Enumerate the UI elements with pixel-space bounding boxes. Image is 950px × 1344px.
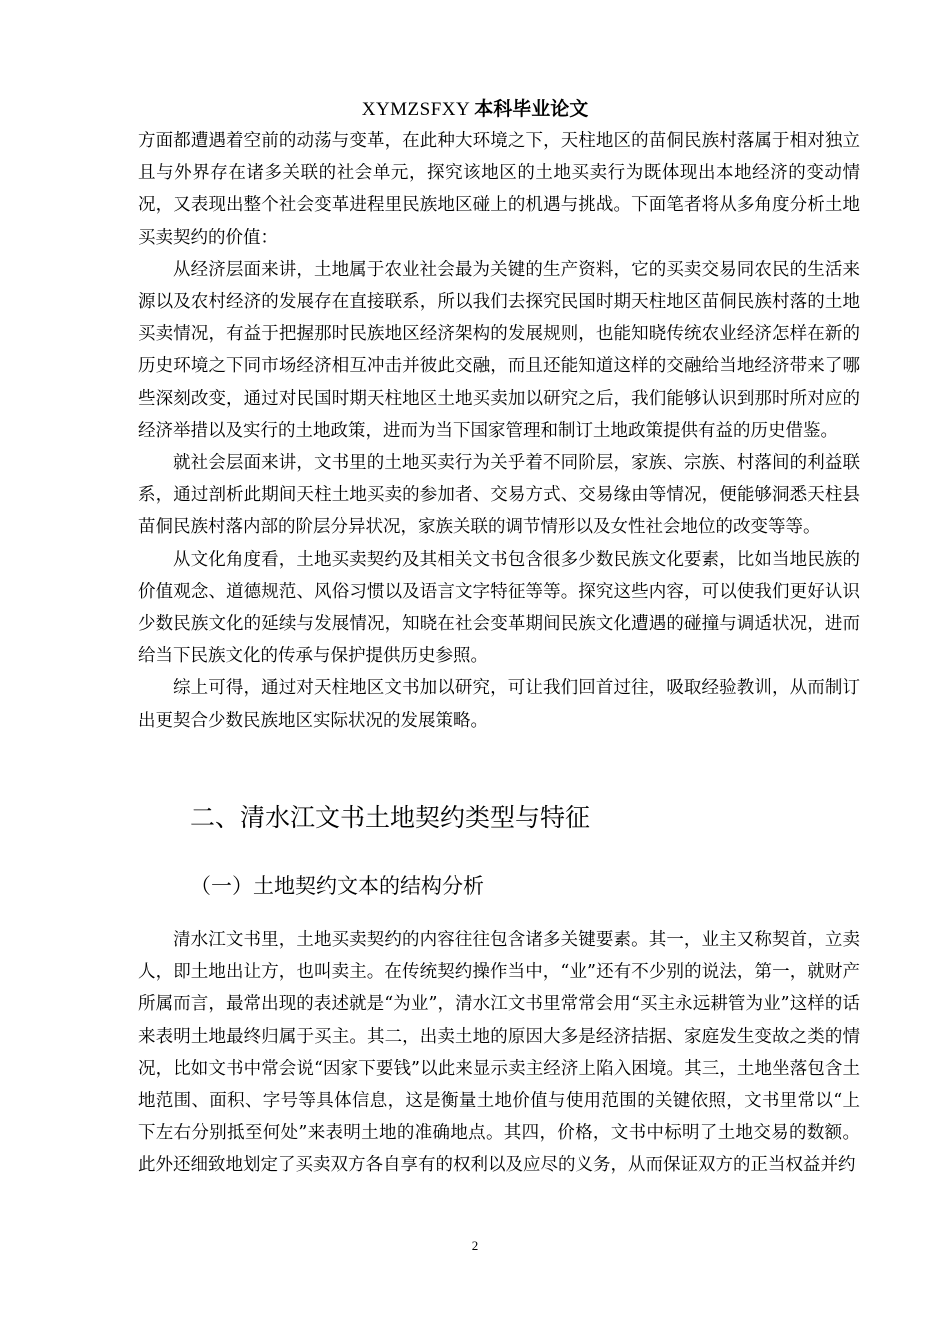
subsection-heading: （一）土地契约文本的结构分析	[190, 874, 484, 898]
paragraph: 从文化角度看，土地买卖契约及其相关文书包含很多少数民族文化要素，比如当地民族的价值观念、道德规范、风俗习惯以及语言文字特征等等。探究这些内容，可以使我们更好认识少数民族文化的延续与发展情况，知晓在社会变革期间民族文化遭遇的碰撞与调适状况，进而给当下民族文化的传承与保护提供历史参照。	[138, 549, 860, 667]
section-heading: 二、清水江文书土地契约类型与特征	[190, 803, 591, 832]
page-number: 2	[471, 1238, 479, 1253]
header-code: XYMZSFXY	[361, 99, 471, 120]
header-title: 本科毕业论文	[474, 98, 589, 120]
body-text-top	[138, 125, 860, 737]
paragraph: 就社会层面来讲，文书里的土地买卖行为关乎着不同阶层，家族、宗族、村落间的利益联系，通过剖析此期间天柱土地买卖的参加者、交易方式、交易缘由等情况，便能够洞悉天柱县苗侗民族村落内部的阶层分异状况，家族关联的调节情形以及女性社会地位的改变等等。	[138, 453, 860, 538]
paragraph: 综上可得，通过对天柱地区文书加以研究，可让我们回首过往，吸取经验教训，从而制订出更契合少数民族地区实际状况的发展策略。	[138, 678, 860, 731]
running-header	[0, 96, 950, 123]
paragraph: 清水江文书里，土地买卖契约的内容往往包含诸多关键要素。其一，业主又称契首，立卖人，即土地出让方，也叫卖主。在传统契约操作当中，“业”还有不少别的说法，第一，就财产所属而言，最常出现的表述就是“为业”，清水江文书里常常会用“买主永远耕管为业”这样的话来表明土地最终归属于买主。其二，出卖土地的原因大多是经济拮据、家庭发生变故之类的情况，比如文书中常会说“因家下要钱”以此来显示卖主经济上陷入困境。其三，土地坐落包含土地范围、面积、字号等具体信息，这是衡量土地价值与使用范围的关键依照，文书里常以“上下左右分别抵至何处”来表明土地的准确地点。其四，价格，文书中标明了土地交易的数额。此外还细致地划定了买卖双方各自享有的权利以及应尽的义务，从而保证双方的正当权益并约	[138, 930, 860, 1176]
paragraph: 从经济层面来讲，土地属于农业社会最为关键的生产资料，它的买卖交易同农民的生活来源以及农村经济的发展存在直接联系，所以我们去探究民国时期天柱地区苗侗民族村落的土地买卖情况，有益于把握那时民族地区经济架构的发展规则，也能知晓传统农业经济怎样在新的历史环境之下同市场经济相互冲击并彼此交融，而且还能知道这样的交融给当地经济带来了哪些深刻改变，通过对民国时期天柱地区土地买卖加以研究之后，我们能够认识到那时所对应的经济举措以及实行的土地政策，进而为当下国家管理和制订土地政策提供有益的历史借鉴。	[138, 259, 860, 441]
body-text-bottom	[138, 924, 860, 1182]
paragraph: 方面都遭遇着空前的动荡与变革，在此种大环境之下，天柱地区的苗侗民族村落属于相对独立且与外界存在诸多关联的社会单元，探究该地区的土地买卖行为既体现出本地经济的变动情况，又表现出整个社会变革进程里民族地区碰上的机遇与挑战。下面笔者将从多角度分析土地买卖契约的价值：	[138, 131, 860, 248]
